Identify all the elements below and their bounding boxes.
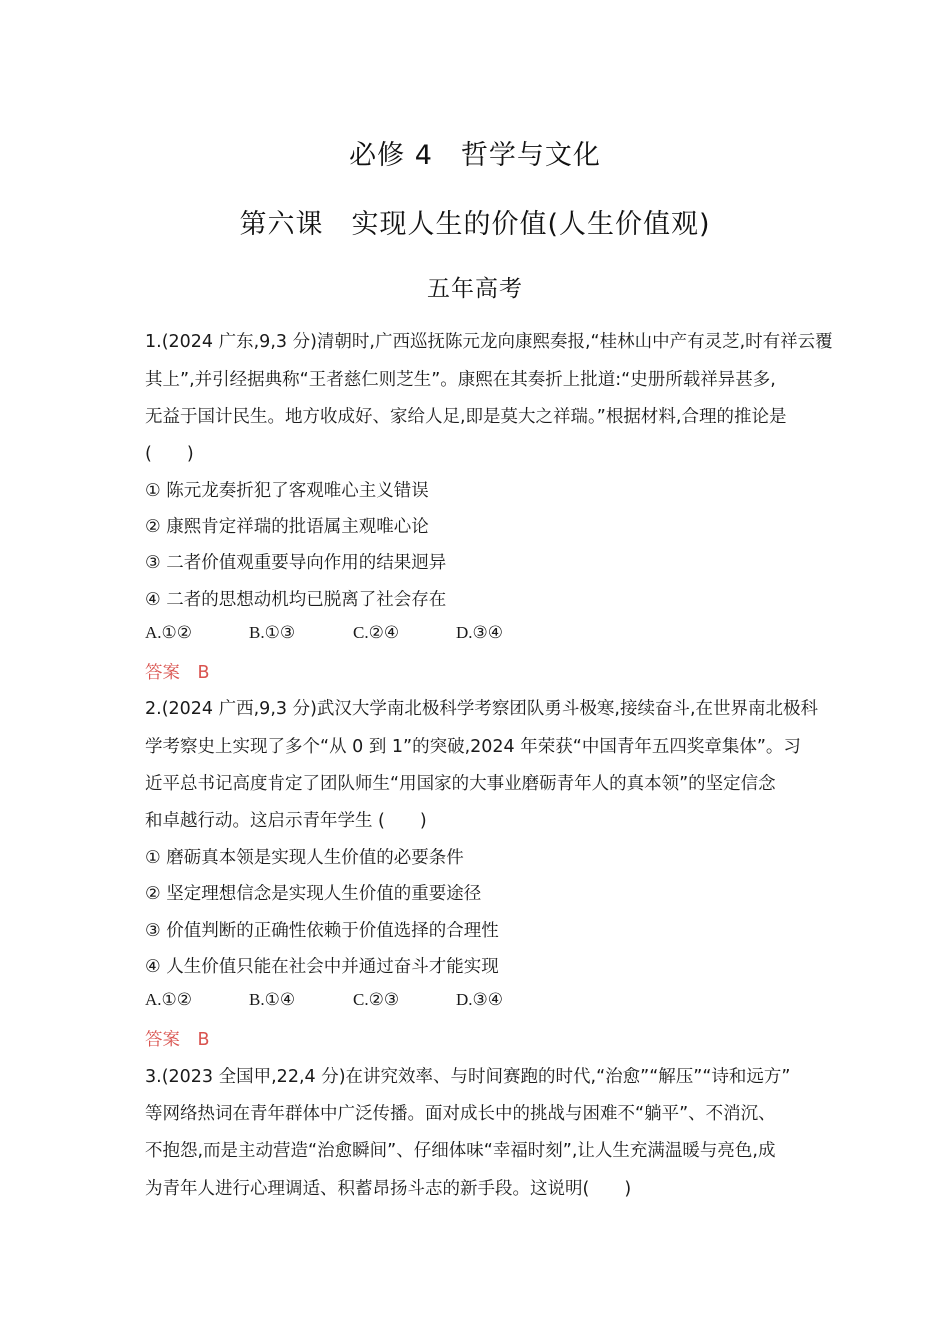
q1-option-c: C.②④ xyxy=(353,623,400,642)
q2-item: ④ 人生价值只能在社会中并通过奋斗才能实现 xyxy=(145,957,499,977)
q2-option-d: D.③④ xyxy=(456,990,504,1009)
q1-option-a: A.①② xyxy=(145,623,193,642)
q3-stem-line: 等网络热词在青年群体中广泛传播。面对成长中的挑战与困难不“躺平”、不消沉、 xyxy=(145,1104,776,1124)
q1-stem-line: 1.(2024 广东,9,3 分)清朝时,广西巡抚陈元龙向康熙奏报,“桂林山中产有灵芝,时有祥云覆 xyxy=(145,332,833,352)
q1-stem-line: 其上”,并引经据典称“王者慈仁则芝生”。康熙在其奏折上批道:“史册所载祥异甚多, xyxy=(145,370,776,390)
q2-item: ③ 价值判断的正确性依赖于价值选择的合理性 xyxy=(145,921,499,941)
q1-stem-line: ( ) xyxy=(145,444,194,464)
q2-item: ② 坚定理想信念是实现人生价值的重要途径 xyxy=(145,884,482,904)
q1-stem-line: 无益于国计民生。地方收成好、家给人足,即是莫大之祥瑞。”根据材料,合理的推论是 xyxy=(145,407,787,427)
q2-stem-line: 和卓越行动。这启示青年学生 ( ) xyxy=(145,811,427,831)
q3-stem-line: 为青年人进行心理调适、积蓄昂扬斗志的新手段。这说明( ) xyxy=(145,1179,632,1199)
q1-item: ① 陈元龙奏折犯了客观唯心主义错误 xyxy=(145,481,429,501)
q2-option-c: C.②③ xyxy=(353,990,400,1009)
q2-stem-line: 2.(2024 广西,9,3 分)武汉大学南北极科学考察团队勇斗极寒,接续奋斗,在世界南北极科 xyxy=(145,699,819,719)
q1-option-d: D.③④ xyxy=(456,623,504,642)
q3-stem-line: 不抱怨,而是主动营造“治愈瞬间”、仔细体味“幸福时刻”,让人生充满温暖与亮色,成 xyxy=(145,1141,776,1161)
q2-option-b: B.①④ xyxy=(249,990,296,1009)
q3-stem-line: 3.(2023 全国甲,22,4 分)在讲究效率、与时间赛跑的时代,“治愈”“解压”“诗和远方” xyxy=(145,1067,791,1087)
q2-stem-line: 学考察史上实现了多个“从 0 到 1”的突破,2024 年荣获“中国青年五四奖章集体”。习 xyxy=(145,737,801,757)
section-title: 五年高考 xyxy=(427,276,523,302)
q2-item: ① 磨砺真本领是实现人生价值的必要条件 xyxy=(145,848,464,868)
q1-item: ③ 二者价值观重要导向作用的结果迥异 xyxy=(145,553,447,573)
q2-answer: 答案 B xyxy=(145,1030,210,1050)
q1-item: ② 康熙肯定祥瑞的批语属主观唯心论 xyxy=(145,517,429,537)
q2-option-a: A.①② xyxy=(145,990,193,1009)
q1-option-b: B.①③ xyxy=(249,623,296,642)
lesson-title: 第六课 实现人生的价值(人生价值观) xyxy=(239,209,711,240)
q1-answer: 答案 B xyxy=(145,663,210,683)
q1-item: ④ 二者的思想动机均已脱离了社会存在 xyxy=(145,590,447,610)
q2-stem-line: 近平总书记高度肯定了团队师生“用国家的大事业磨砺青年人的真本领”的坚定信念 xyxy=(145,774,776,794)
book-title: 必修 4 哲学与文化 xyxy=(349,140,601,171)
